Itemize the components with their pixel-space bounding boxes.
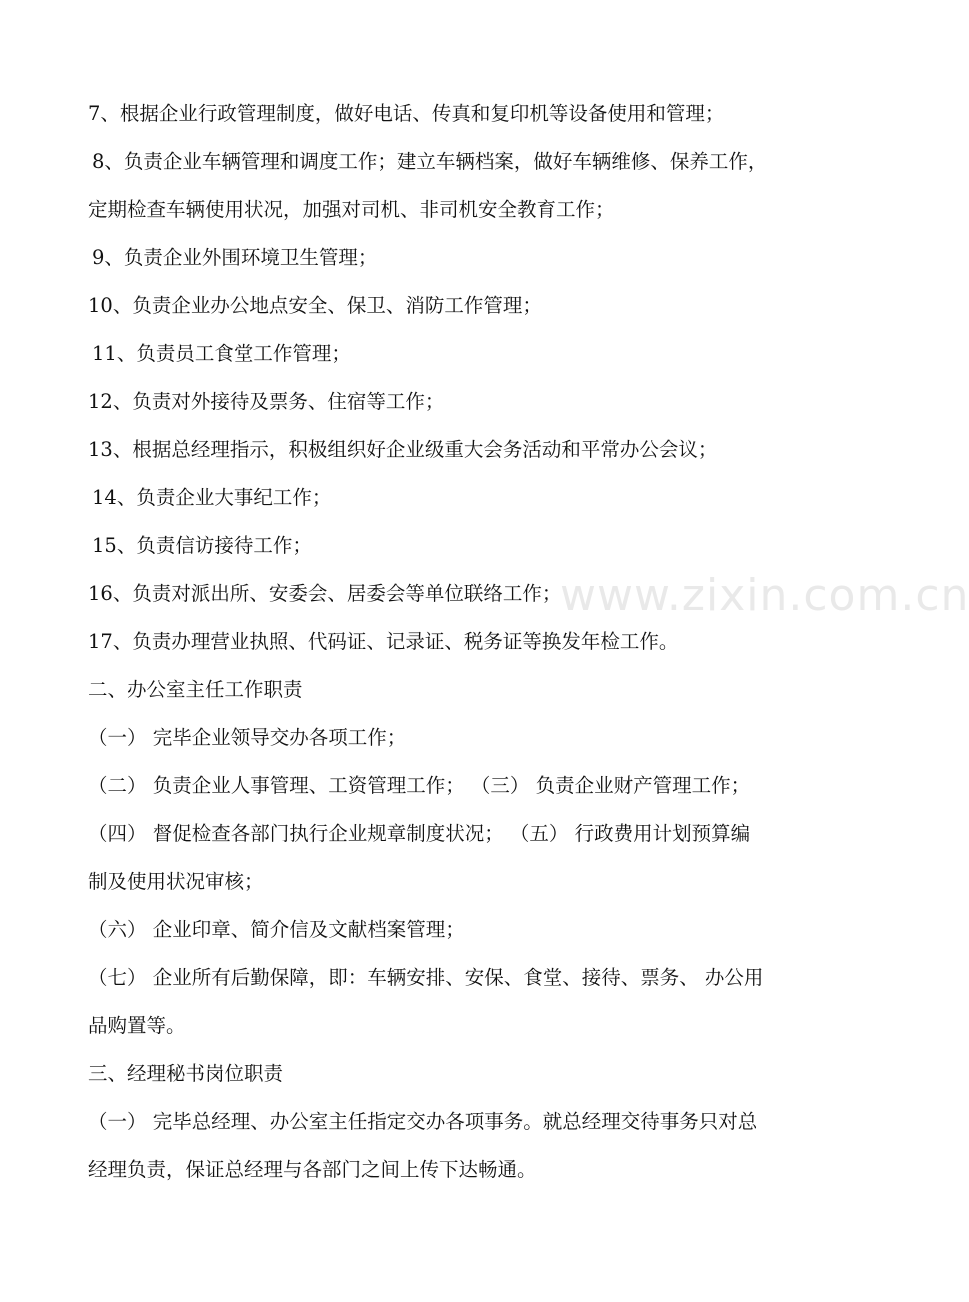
text-line: 9、负责企业外围环境卫生管理；: [92, 246, 378, 269]
text-line: 经理负责，保证总经理与各部门之间上传下达畅通。: [88, 1158, 537, 1181]
watermark-text: www.zixin.com.cn: [560, 570, 969, 621]
text-line: 品购置等。: [88, 1014, 186, 1037]
text-line: 10、负责企业办公地点安全、保卫、消防工作管理；: [88, 294, 542, 317]
text-line: （四） 督促检查各部门执行企业规章制度状况； （五） 行政费用计划预算编: [88, 822, 751, 845]
text-line: 17、负责办理营业执照、代码证、记录证、税务证等换发年检工作。: [88, 630, 679, 653]
text-line: 11、负责员工食堂工作管理；: [92, 342, 351, 365]
text-line: 7、根据企业行政管理制度，做好电话、传真和复印机等设备使用和管理；: [88, 102, 725, 125]
text-line: （七） 企业所有后勤保障，即：车辆安排、安保、食堂、接待、票务、 办公用: [88, 966, 764, 989]
text-line: （一） 完毕企业领导交办各项工作；: [88, 726, 407, 749]
text-line: 16、负责对派出所、安委会、居委会等单位联络工作；: [88, 582, 562, 605]
text-line: 制及使用状况审核；: [88, 870, 264, 893]
text-line: 15、负责信访接待工作；: [92, 534, 312, 557]
section-heading: 三、经理秘书岗位职责: [88, 1062, 284, 1085]
text-line: 12、负责对外接待及票务、住宿等工作；: [88, 390, 445, 413]
text-line: 13、根据总经理指示，积极组织好企业级重大会务活动和平常办公会议；: [88, 438, 718, 461]
text-line: 8、负责企业车辆管理和调度工作；建立车辆档案，做好车辆维修、保养工作，: [92, 150, 768, 173]
text-line: （二） 负责企业人事管理、工资管理工作； （三） 负责企业财产管理工作；: [88, 774, 751, 797]
section-heading: 二、办公室主任工作职责: [88, 678, 303, 701]
text-line: 定期检查车辆使用状况，加强对司机、非司机安全教育工作；: [88, 198, 615, 221]
text-line: 14、负责企业大事纪工作；: [92, 486, 332, 509]
text-line: （一） 完毕总经理、办公室主任指定交办各项事务。就总经理交待事务只对总: [88, 1110, 758, 1133]
text-line: （六） 企业印章、简介信及文献档案管理；: [88, 918, 465, 941]
